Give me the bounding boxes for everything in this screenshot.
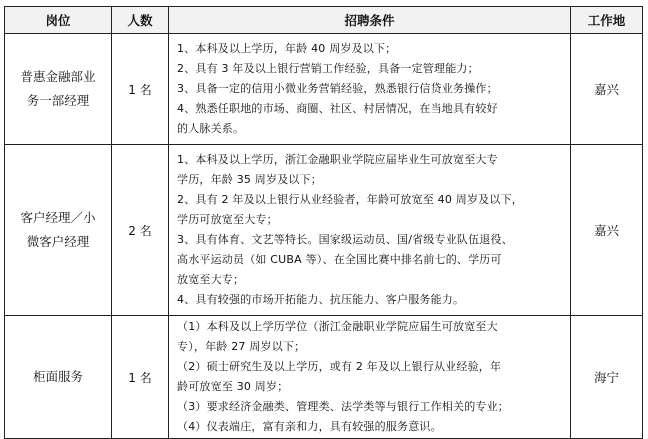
count-cell: 1 名 — [112, 34, 169, 145]
requirement-line: 3、具备一定的信用小微业务营销经验，熟悉银行信贷业务操作； — [177, 82, 498, 95]
requirement-line: （4）仪表端庄，富有亲和力，具有较强的服务意识。 — [177, 420, 442, 433]
position-line: 务一部经理 — [26, 93, 90, 108]
position-line: 客户经理／小 — [20, 210, 96, 225]
recruitment-table — [4, 6, 643, 439]
position-cell — [5, 145, 112, 316]
location-cell: 嘉兴 — [571, 145, 643, 316]
table-row — [5, 316, 643, 439]
requirement-line: 放宽至大专； — [177, 273, 245, 286]
table-header-row — [5, 7, 643, 34]
location-cell: 海宁 — [571, 316, 643, 439]
requirement-line: 龄可放宽至 30 周岁； — [177, 380, 289, 393]
requirement-line: 1、本科及以上学历，年龄 40 周岁及以下； — [177, 42, 397, 55]
requirements-cell — [169, 145, 571, 316]
position-line: 柜面服务 — [32, 369, 83, 384]
requirement-line: 学历可放宽至大专； — [177, 213, 278, 226]
requirement-line: 2、具有 2 年及以上银行从业经验者，年龄可放宽至 40 周岁及以下， — [177, 193, 523, 206]
requirement-line: 高水平运动员（如 CUBA 等）、在全国比赛中排名前七的、学历可 — [177, 253, 502, 266]
header-count: 人数 — [112, 7, 169, 34]
requirement-line: 专），年龄 27 周岁以下； — [177, 340, 306, 353]
requirements-cell — [169, 34, 571, 145]
requirement-line: 学历，年龄 35 周岁及以下； — [177, 173, 322, 186]
header-position: 岗位 — [5, 7, 112, 34]
location-cell: 嘉兴 — [571, 34, 643, 145]
requirement-line: （3）要求经济金融类、管理类、法学类等与银行工作相关的专业； — [177, 400, 509, 413]
position-cell — [5, 34, 112, 145]
requirement-line: 3、具有体育、文艺等特长。国家级运动员、国/省级专业队伍退役、 — [177, 233, 513, 246]
table-row — [5, 145, 643, 316]
header-location: 工作地 — [571, 7, 643, 34]
requirement-line: 2、具有 3 年及以上银行营销工作经验，具备一定管理能力； — [177, 62, 479, 75]
count-cell: 1 名 — [112, 316, 169, 439]
position-cell — [5, 316, 112, 439]
requirement-line: 1、本科及以上学历，浙江金融职业学院应届毕业生可放宽至大专 — [177, 153, 498, 166]
requirement-line: 4、具有较强的市场开拓能力、抗压能力、客户服务能力。 — [177, 293, 465, 306]
position-line: 普惠金融部业 — [20, 69, 96, 84]
count-cell: 2 名 — [112, 145, 169, 316]
header-requirements: 招聘条件 — [169, 7, 571, 34]
requirement-line: 4、熟悉任职地的市场、商圈、社区、村居情况，在当地具有较好 — [177, 102, 498, 115]
requirements-cell — [169, 316, 571, 439]
requirement-line: （2）硕士研究生及以上学历，或有 2 年及以上银行从业经验，年 — [177, 360, 502, 373]
requirement-line: 的人脉关系。 — [177, 122, 245, 135]
position-line: 微客户经理 — [26, 234, 90, 249]
table-row — [5, 34, 643, 145]
requirement-line: （1）本科及以上学历学位（浙江金融职业学院应届生可放宽至大 — [177, 320, 498, 333]
